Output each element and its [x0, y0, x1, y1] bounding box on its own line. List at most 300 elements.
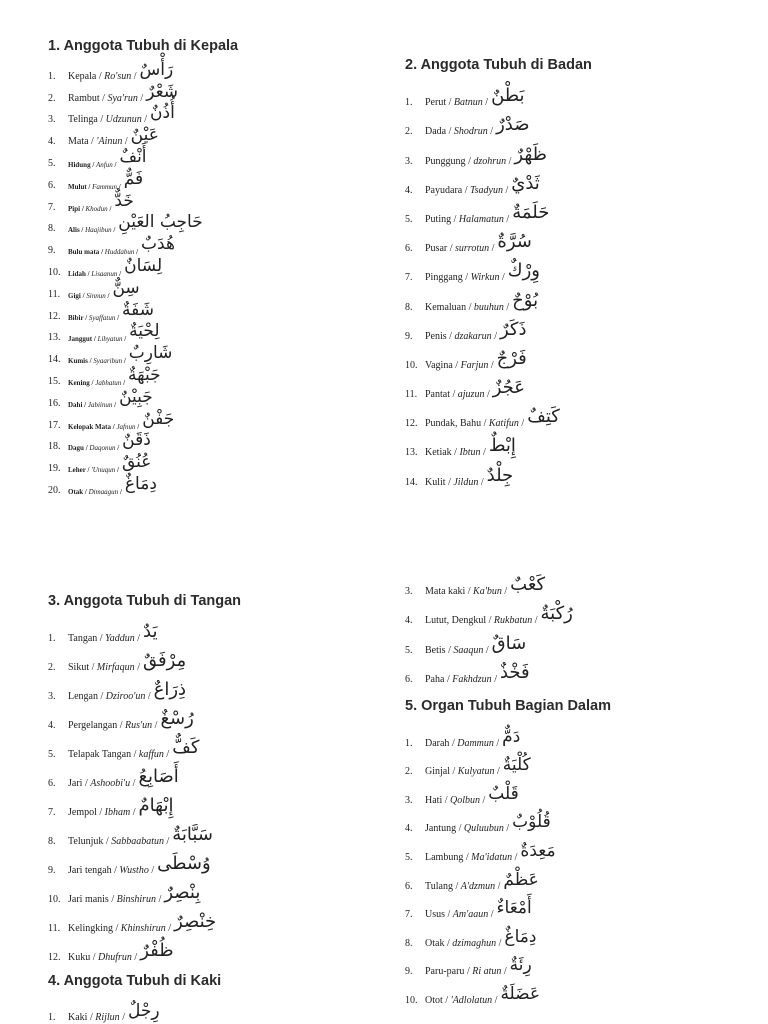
item-latin-text: [68, 1012, 125, 1023]
item-number: 6.: [405, 243, 413, 255]
item-list: [48, 60, 348, 496]
separator: /: [163, 749, 170, 760]
separator: /: [452, 880, 461, 892]
list-item: [405, 949, 745, 978]
item-number: 1.: [405, 737, 413, 749]
transliteration: Lisaanun: [91, 269, 118, 278]
arabic-word: هُدَبٌ: [141, 234, 175, 255]
transliteration: Sinnun: [86, 291, 106, 300]
arabic-word: جَفْنٌ: [142, 408, 175, 429]
arabic-word: خِنْصِرٌ: [174, 911, 217, 932]
arabic-word: جَبِيْنٌ: [119, 386, 153, 407]
transliteration: Binshirun: [116, 894, 157, 905]
item-latin-text: [425, 674, 497, 685]
separator: /: [444, 673, 453, 685]
separator: /: [117, 720, 126, 731]
separator: /: [163, 836, 170, 847]
list-item: [405, 254, 745, 283]
separator: /: [152, 720, 158, 731]
separator: /: [478, 476, 484, 488]
item-latin-text: [425, 156, 511, 167]
separator: /: [89, 378, 96, 387]
arabic-word: ظُفْرٌ: [140, 940, 174, 961]
indonesian-word: Otak: [425, 937, 445, 949]
transliteration: dzakarun: [454, 330, 492, 342]
transliteration: Fakhdzun: [452, 673, 492, 685]
separator: /: [122, 357, 126, 366]
separator: /: [491, 673, 497, 685]
item-latin-text: [68, 226, 115, 234]
item-number: 6.: [48, 179, 56, 191]
indonesian-word: Jari manis: [68, 894, 109, 905]
item-latin-text: [425, 852, 517, 863]
list-item: [405, 920, 745, 949]
transliteration: Quluubun: [463, 823, 504, 835]
separator: /: [117, 182, 121, 191]
arabic-word: كَعْبٌ: [510, 574, 546, 596]
list-item: [48, 644, 368, 673]
item-number: 14.: [405, 476, 418, 488]
item-number: 8.: [48, 836, 56, 847]
transliteration: dzohrun: [473, 155, 507, 167]
separator: /: [83, 313, 89, 322]
indonesian-word: Kumis: [68, 357, 88, 366]
item-number: 8.: [48, 223, 56, 235]
section-kepala: [48, 38, 348, 496]
item-number: 5.: [405, 851, 413, 863]
item-number: 2.: [405, 766, 413, 778]
list-item: [405, 283, 745, 312]
separator: /: [97, 114, 106, 126]
list-item: [48, 673, 368, 702]
arabic-word: خَدٌّ: [114, 190, 134, 211]
list-item: [405, 597, 745, 626]
separator: /: [450, 389, 458, 401]
arabic-word: ظَهْرٌ: [514, 143, 547, 165]
item-latin-text: [425, 126, 493, 137]
separator: /: [512, 851, 518, 863]
list-item: [405, 977, 745, 1006]
separator: /: [122, 335, 127, 344]
separator: /: [503, 213, 510, 225]
list-item: [48, 474, 348, 496]
list-item: [48, 322, 348, 344]
indonesian-word: Penis: [425, 330, 447, 342]
item-latin-text: [68, 248, 138, 256]
item-number: 10.: [405, 359, 418, 371]
separator: /: [482, 97, 489, 109]
arabic-word: إِبْهَامٌ: [138, 795, 174, 816]
item-latin-text: [68, 836, 169, 847]
list-item: [48, 125, 348, 147]
list-item: [48, 905, 368, 934]
arabic-word: سَبَّابَةٌ: [172, 824, 213, 845]
item-number: 1.: [48, 70, 56, 82]
item-latin-text: [68, 865, 154, 876]
arabic-word: دَمٌّ: [502, 726, 521, 747]
arabic-word: ذَكَرٌ: [499, 318, 527, 340]
separator: /: [480, 794, 486, 806]
item-latin-text: [425, 881, 500, 892]
arabic-word: حَاجِبُ العَيْنِ: [118, 212, 203, 233]
separator: /: [148, 865, 155, 876]
transliteration: ajuzun: [457, 389, 485, 401]
separator: /: [87, 357, 94, 366]
indonesian-word: Otak: [68, 487, 84, 496]
separator: /: [445, 476, 454, 488]
transliteration: Jabiinun: [87, 400, 113, 409]
list-item: [405, 196, 745, 225]
indonesian-word: Kemaluan: [425, 301, 467, 313]
item-latin-text: [425, 243, 494, 254]
separator: /: [442, 794, 450, 806]
item-list: [48, 995, 368, 1023]
separator: /: [532, 615, 538, 627]
indonesian-word: Alis: [68, 226, 80, 235]
list-item: [48, 213, 348, 235]
item-latin-text: [425, 272, 505, 283]
transliteration: A'dzmun: [460, 880, 496, 892]
list-item: [48, 431, 348, 453]
separator: /: [452, 359, 461, 371]
list-item: [405, 225, 745, 254]
separator: /: [481, 418, 489, 430]
list-item: [48, 731, 368, 760]
indonesian-word: Pergelangan: [68, 720, 118, 731]
item-number: 4.: [405, 823, 413, 835]
separator: /: [141, 114, 148, 126]
indonesian-word: Dada: [425, 126, 447, 138]
separator: /: [137, 92, 144, 104]
item-number: 4.: [405, 615, 413, 627]
item-number: 18.: [48, 441, 61, 453]
transliteration: dzimaghun: [452, 937, 497, 949]
separator: /: [80, 204, 86, 213]
separator: /: [501, 586, 508, 598]
item-number: 10.: [48, 894, 61, 905]
separator: /: [493, 737, 500, 749]
arabic-word: رِئَةٌ: [509, 955, 532, 976]
item-number: 9.: [405, 966, 413, 978]
item-latin-text: [68, 401, 116, 409]
transliteration: Halamatun: [458, 213, 504, 225]
transliteration: surrotun: [455, 243, 490, 255]
indonesian-word: Tangan: [68, 633, 98, 644]
separator: /: [115, 313, 120, 322]
separator: /: [130, 807, 136, 818]
transliteration: 'Ainun: [96, 136, 123, 148]
indonesian-word: Darah: [425, 737, 450, 749]
indonesian-word: Mata: [68, 136, 89, 148]
item-number: 9.: [48, 865, 56, 876]
indonesian-word: Lambung: [425, 851, 464, 863]
separator: /: [108, 894, 117, 905]
transliteration: Rus'un: [125, 720, 153, 731]
indonesian-word: Telunjuk: [68, 836, 104, 847]
section-badan: [405, 57, 745, 488]
transliteration: Syaffatun: [88, 313, 116, 322]
item-number: 1.: [48, 1012, 56, 1023]
separator: /: [121, 378, 126, 387]
separator: /: [96, 70, 105, 82]
transliteration: Khodun: [85, 204, 108, 213]
separator: /: [90, 952, 99, 963]
indonesian-word: Jari tengah: [68, 865, 112, 876]
separator: /: [107, 204, 112, 213]
section-title: 5. Organ Tubuh Bagian Dalam: [405, 698, 611, 714]
list-item: [405, 371, 745, 400]
separator: /: [111, 226, 116, 235]
item-number: 2.: [405, 126, 413, 138]
transliteration: Sya'run: [107, 92, 138, 104]
list-item: [48, 169, 348, 191]
list-item: [48, 760, 368, 789]
item-number: 8.: [405, 301, 413, 313]
list-item: [48, 147, 348, 169]
section-kaki-continued: [405, 568, 745, 685]
indonesian-word: Lutut, Dengkul: [425, 615, 487, 627]
separator: /: [131, 70, 137, 82]
item-number: 5.: [48, 157, 56, 169]
transliteration: Dimaagun: [88, 487, 119, 496]
transliteration: Ka'bun: [473, 586, 502, 598]
separator: /: [98, 691, 106, 702]
item-latin-text: [68, 749, 169, 760]
separator: /: [99, 92, 108, 104]
list-item: [48, 387, 348, 409]
item-latin-text: [68, 488, 122, 496]
item-number: 17.: [48, 419, 61, 431]
separator: /: [456, 823, 464, 835]
section-title: 1. Anggota Tubuh di Kepala: [48, 38, 239, 54]
arabic-word: مَعِدَةٌ: [520, 840, 556, 861]
separator: /: [83, 444, 90, 453]
arabic-word: أَصَابِعُ: [138, 766, 179, 787]
transliteration: Katifun: [488, 418, 519, 430]
item-number: 6.: [405, 673, 413, 685]
transliteration: Ro'sun: [104, 70, 132, 82]
item-list: [405, 79, 745, 488]
arabic-word: أَمْعَاءٌ: [496, 898, 532, 919]
item-latin-text: [68, 314, 119, 322]
item-latin-text: [68, 807, 136, 818]
separator: /: [145, 691, 151, 702]
indonesian-word: Ginjal: [425, 766, 450, 778]
separator: /: [483, 644, 489, 656]
list-item: [48, 409, 348, 431]
list-item: [48, 191, 348, 213]
indonesian-word: Puting: [425, 213, 452, 225]
indonesian-word: Ketiak: [425, 447, 452, 459]
indonesian-word: Usus: [425, 909, 446, 921]
separator: /: [496, 937, 502, 949]
transliteration: Batnun: [453, 97, 483, 109]
separator: /: [112, 400, 117, 409]
transliteration: 'Unuqun: [91, 466, 116, 475]
arabic-word: لِحْيَةٌ: [129, 321, 160, 342]
arabic-word: كَتِفٌ: [527, 406, 560, 428]
transliteration: Huddabun: [104, 248, 135, 257]
item-number: 3.: [405, 794, 413, 806]
transliteration: Ashoobi'u: [90, 778, 131, 789]
indonesian-word: Kulit: [425, 476, 446, 488]
arabic-word: جَبْهَةٌ: [128, 364, 161, 385]
separator: /: [89, 662, 97, 673]
item-list: [48, 615, 368, 963]
arabic-word: قُلُوْبٌ: [512, 812, 551, 833]
item-number: 10.: [48, 266, 61, 278]
arabic-word: كَفٌّ: [172, 737, 200, 758]
item-latin-text: [68, 423, 139, 431]
item-latin-text: [68, 691, 151, 702]
list-item: [405, 863, 745, 892]
item-number: 13.: [405, 447, 418, 459]
arabic-word: سَاقٌ: [491, 632, 527, 654]
item-number: 10.: [405, 994, 418, 1006]
separator: /: [484, 389, 490, 401]
list-item: [48, 256, 348, 278]
arabic-word: كُلْيَةٌ: [502, 755, 531, 776]
separator: /: [518, 418, 525, 430]
separator: /: [110, 422, 117, 431]
separator: /: [134, 662, 140, 673]
transliteration: Sabbaabatun: [111, 836, 164, 847]
arabic-word: سُرَّةٌ: [497, 231, 532, 253]
separator: /: [115, 444, 120, 453]
transliteration: Lihyatun: [97, 335, 123, 344]
indonesian-word: Kaki: [68, 1012, 88, 1023]
item-list: [405, 720, 745, 1006]
item-latin-text: [425, 302, 509, 313]
item-latin-text: [425, 909, 494, 920]
item-latin-text: [425, 185, 508, 196]
arabic-word: يَدٌ: [143, 621, 158, 642]
separator: /: [502, 184, 509, 196]
list-item: [48, 818, 368, 847]
transliteration: Saaqun: [453, 644, 484, 656]
separator: /: [489, 243, 495, 255]
item-number: 16.: [48, 397, 61, 409]
list-item: [48, 934, 368, 963]
arabic-word: ثَدْيٌ: [511, 172, 540, 194]
indonesian-word: Jari: [68, 778, 83, 789]
item-latin-text: [425, 360, 494, 371]
separator: /: [506, 155, 512, 167]
transliteration: Syaaribun: [93, 357, 123, 366]
item-number: 7.: [405, 272, 413, 284]
indonesian-word: Pinggang: [425, 272, 463, 284]
separator: /: [99, 248, 105, 257]
separator: /: [465, 586, 474, 598]
separator: /: [85, 269, 92, 278]
separator: /: [134, 633, 141, 644]
list-item: [405, 342, 745, 371]
item-latin-text: [68, 93, 143, 104]
item-number: 12.: [48, 310, 61, 322]
list-item: [405, 458, 745, 487]
list-item: [48, 702, 368, 731]
item-number: 5.: [405, 644, 413, 656]
list-item: [48, 615, 368, 644]
separator: /: [165, 923, 172, 934]
indonesian-word: Kelopak Mata: [68, 422, 111, 431]
list-item: [48, 300, 348, 322]
indonesian-word: Lengan: [68, 691, 98, 702]
indonesian-word: Sikut: [68, 662, 90, 673]
item-list: [405, 568, 745, 685]
separator: /: [503, 301, 510, 313]
item-latin-text: [425, 389, 490, 400]
list-item: [405, 626, 745, 655]
separator: /: [462, 272, 471, 284]
item-latin-text: [68, 136, 128, 147]
item-number: 3.: [405, 586, 413, 598]
arabic-word: رَأْسٌ: [139, 59, 174, 80]
separator: /: [501, 966, 507, 978]
arabic-word: عَجُزٌ: [492, 377, 526, 399]
item-number: 3.: [405, 155, 413, 167]
indonesian-word: Bibir: [68, 313, 84, 322]
separator: /: [86, 182, 93, 191]
list-item: [48, 452, 348, 474]
item-latin-text: [425, 738, 499, 749]
item-latin-text: [68, 720, 157, 731]
item-latin-text: [425, 966, 507, 977]
indonesian-word: Paru-paru: [425, 966, 465, 978]
indonesian-word: Otot: [425, 994, 443, 1006]
item-number: 9.: [405, 330, 413, 342]
separator: /: [495, 880, 501, 892]
indonesian-word: Kuku: [68, 952, 91, 963]
list-item: [405, 892, 745, 921]
item-number: 2.: [48, 92, 56, 104]
item-number: 19.: [48, 463, 61, 475]
list-item: [405, 568, 745, 597]
separator: /: [451, 447, 460, 459]
transliteration: buuhun: [473, 301, 504, 313]
item-latin-text: [68, 633, 140, 644]
transliteration: Daqonun: [89, 444, 116, 453]
separator: /: [488, 359, 494, 371]
arabic-word: شَعْرٌ: [146, 81, 179, 102]
list-item: [405, 313, 745, 342]
arabic-word: قَلْبٌ: [488, 783, 519, 804]
item-latin-text: [68, 161, 116, 169]
separator: /: [82, 778, 91, 789]
indonesian-word: Leher: [68, 466, 86, 475]
item-latin-text: [68, 71, 137, 82]
transliteration: Dziroo'un: [105, 691, 146, 702]
item-number: 1.: [405, 97, 413, 109]
indonesian-word: Rambut: [68, 92, 100, 104]
separator: /: [447, 243, 456, 255]
list-item: [48, 995, 368, 1023]
arabic-word: فَرْجٌ: [496, 347, 527, 369]
separator: /: [487, 126, 494, 138]
item-number: 12.: [48, 952, 61, 963]
separator: /: [444, 937, 453, 949]
transliteration: Wustho: [119, 865, 149, 876]
item-latin-text: [425, 331, 497, 342]
arabic-word: لِسَانٌ: [124, 255, 163, 276]
separator: /: [156, 894, 162, 905]
indonesian-word: Lidah: [68, 269, 86, 278]
separator: /: [119, 1012, 125, 1023]
arabic-word: إِبْطٌ: [488, 435, 516, 457]
item-number: 3.: [48, 114, 56, 126]
arabic-word: صَدْرٌ: [496, 114, 530, 136]
separator: /: [85, 466, 92, 475]
